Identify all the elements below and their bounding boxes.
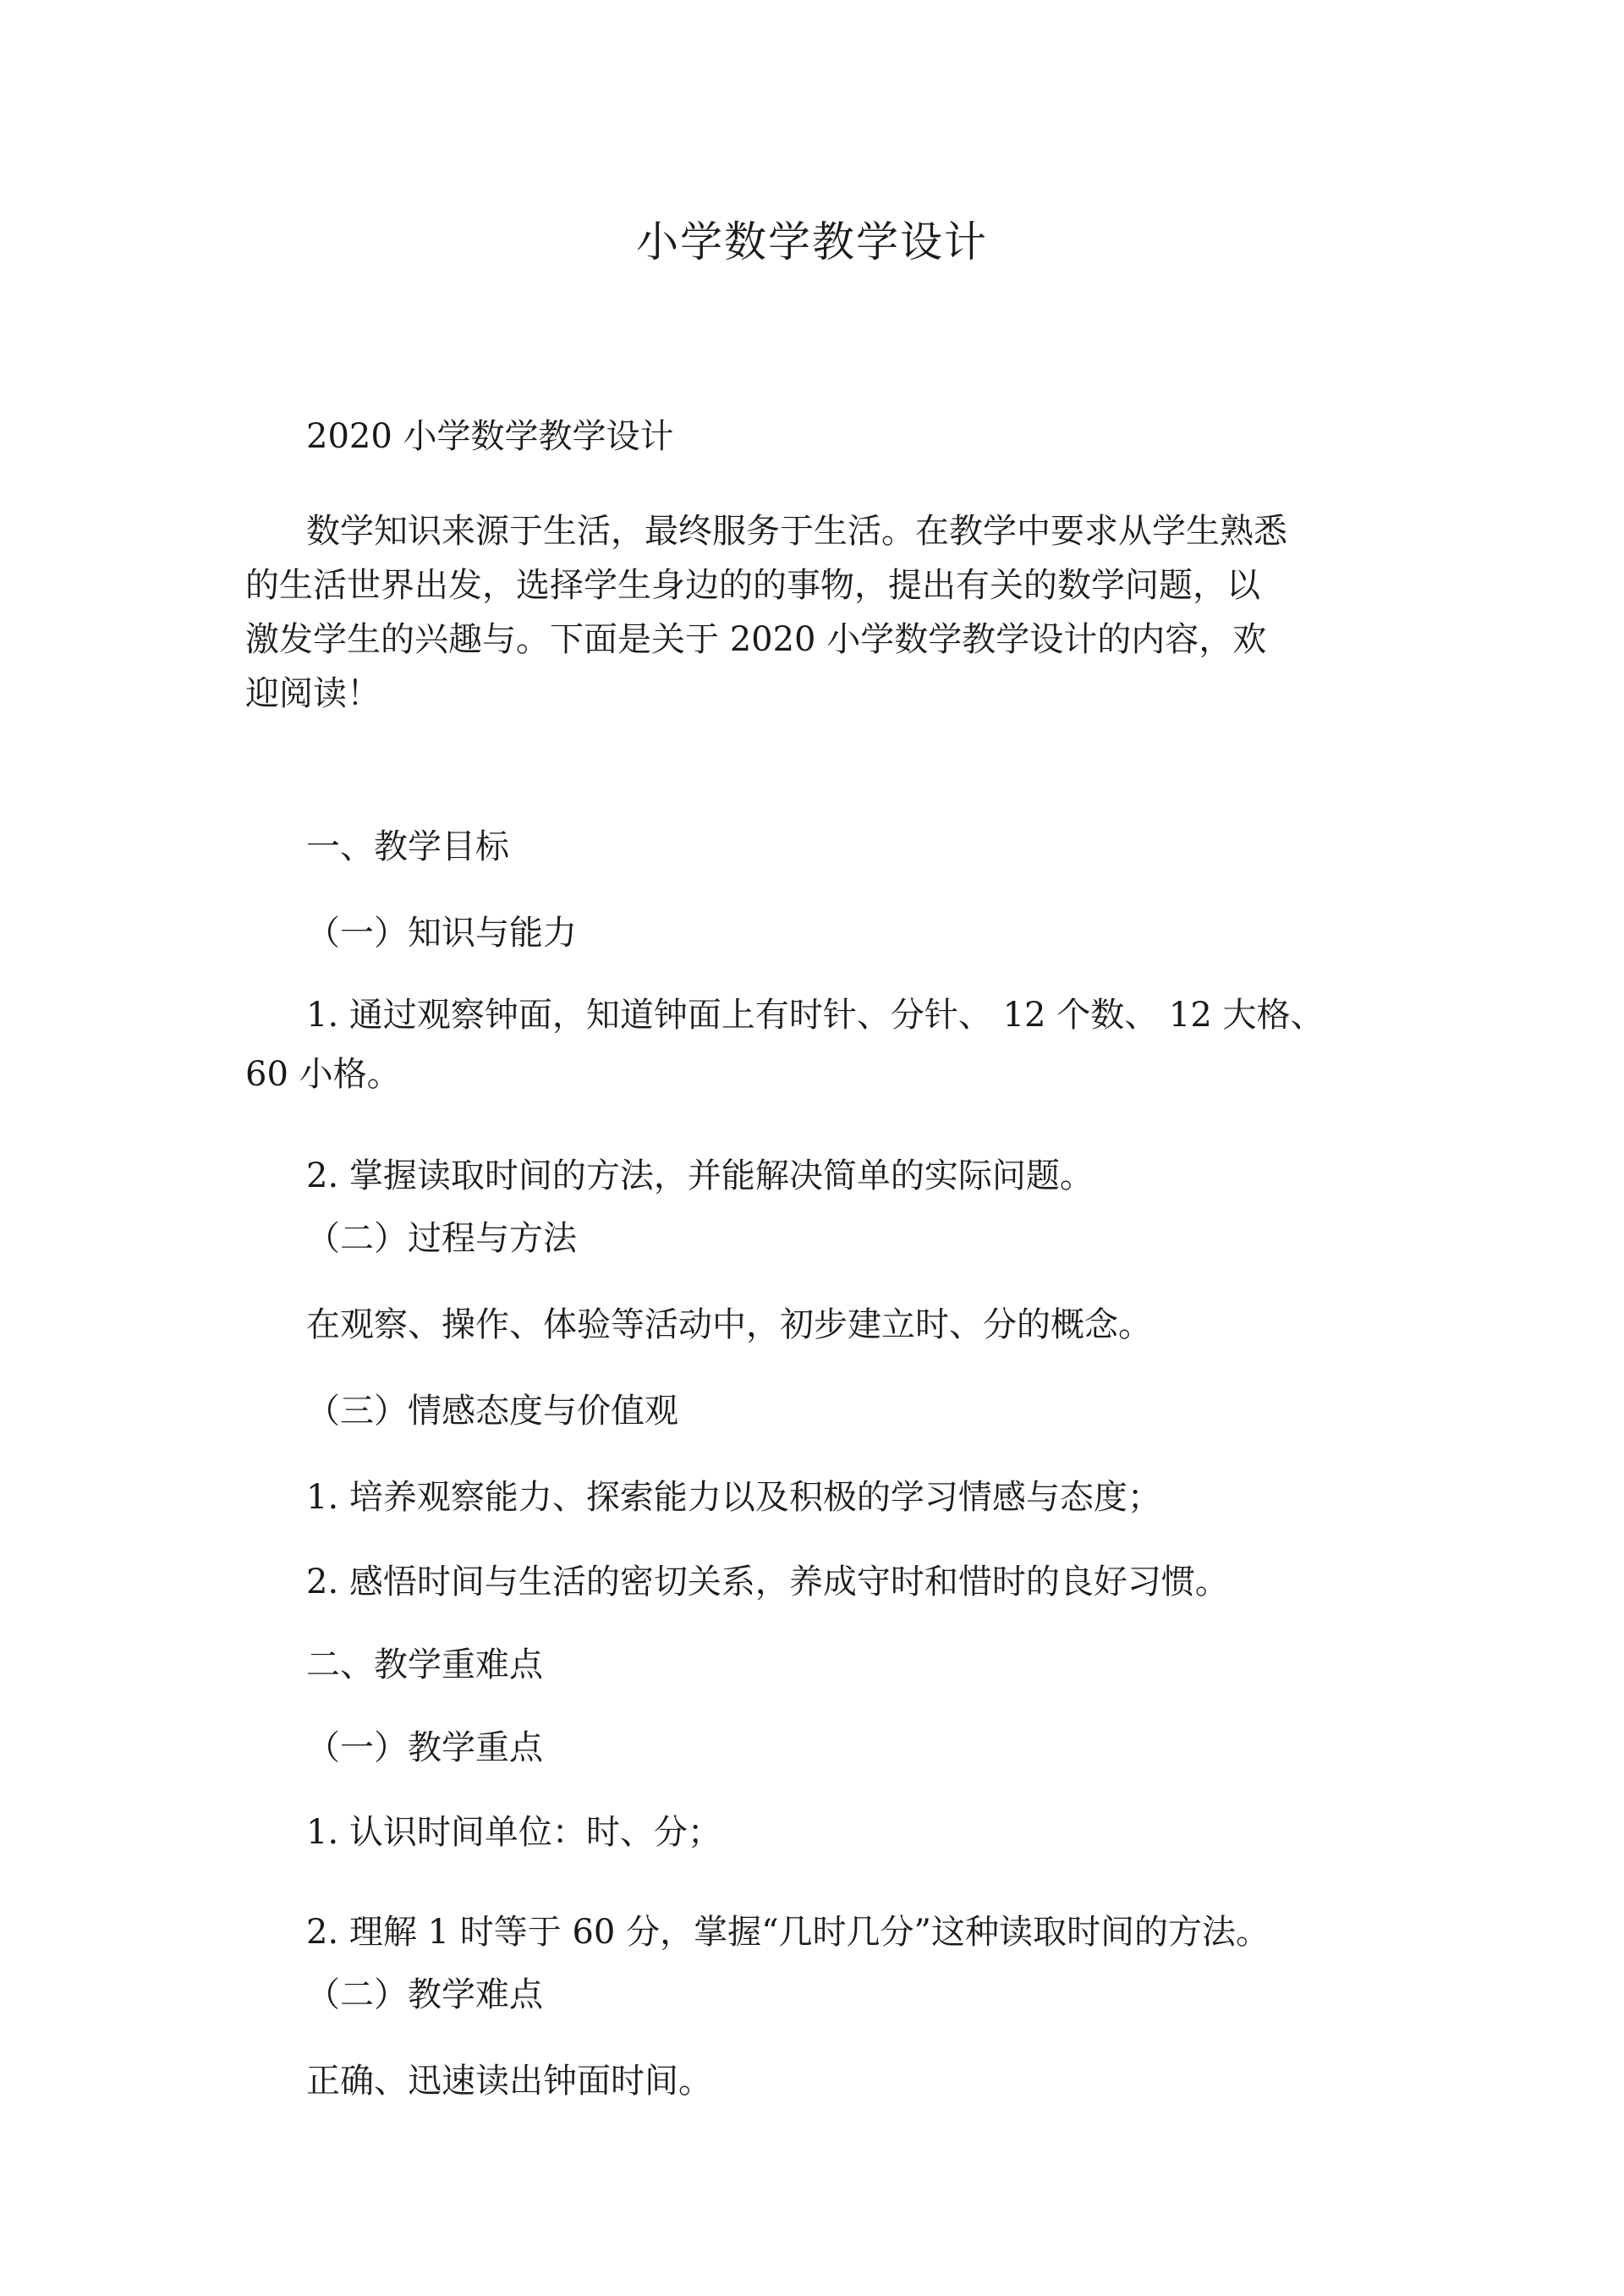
section1-sub1-item2: 2. 掌握读取时间的方法，并能解决简单的实际问题。 — [306, 1156, 1094, 1195]
section1-heading: 一、教学目标 — [306, 827, 509, 866]
intro-line-1: 数学知识来源于生活，最终服务于生活。在教学中要求从学生熟悉 — [306, 512, 1287, 551]
section2-sub2-heading: （二）教学难点 — [306, 1975, 543, 2014]
page-title: 小学数学教学设计 — [636, 217, 988, 266]
section1-sub3-heading: （三）情感态度与价值观 — [306, 1392, 678, 1431]
section2-sub1-item2: 2. 理解 1 时等于 60 分，掌握“几时几分”这种读取时间的方法。 — [306, 1913, 1270, 1952]
section1-sub3-item1: 1. 培养观察能力、探索能力以及积极的学习情感与态度； — [306, 1478, 1161, 1517]
section2-sub2-text: 正确、迅速读出钟面时间。 — [306, 2062, 712, 2101]
intro-line-4: 迎阅读！ — [245, 674, 381, 713]
subtitle: 2020 小学数学教学设计 — [306, 417, 674, 456]
section1-sub3-item2: 2. 感悟时间与生活的密切关系，养成守时和惜时的良好习惯。 — [306, 1563, 1229, 1601]
section1-sub1-heading: （一）知识与能力 — [306, 914, 577, 953]
section2-sub1-item1: 1. 认识时间单位：时、分； — [306, 1813, 721, 1852]
section1-sub1-item1-line2: 60 小格。 — [245, 1055, 401, 1094]
section1-sub1-item1-line1: 1. 通过观察钟面，知道钟面上有时针、分针、 12 个数、 12 大格、 — [306, 996, 1325, 1035]
intro-line-2: 的生活世界出发，选择学生身边的的事物，提出有关的数学问题，以 — [245, 566, 1260, 605]
section1-sub2-text: 在观察、操作、体验等活动中，初步建立时、分的概念。 — [306, 1305, 1152, 1344]
intro-line-3: 激发学生的兴趣与。下面是关于 2020 小学数学教学设计的内容，欢 — [245, 620, 1267, 659]
section2-heading: 二、教学重难点 — [306, 1645, 543, 1684]
section1-sub2-heading: （二）过程与方法 — [306, 1219, 577, 1258]
section2-sub1-heading: （一）教学重点 — [306, 1728, 543, 1767]
